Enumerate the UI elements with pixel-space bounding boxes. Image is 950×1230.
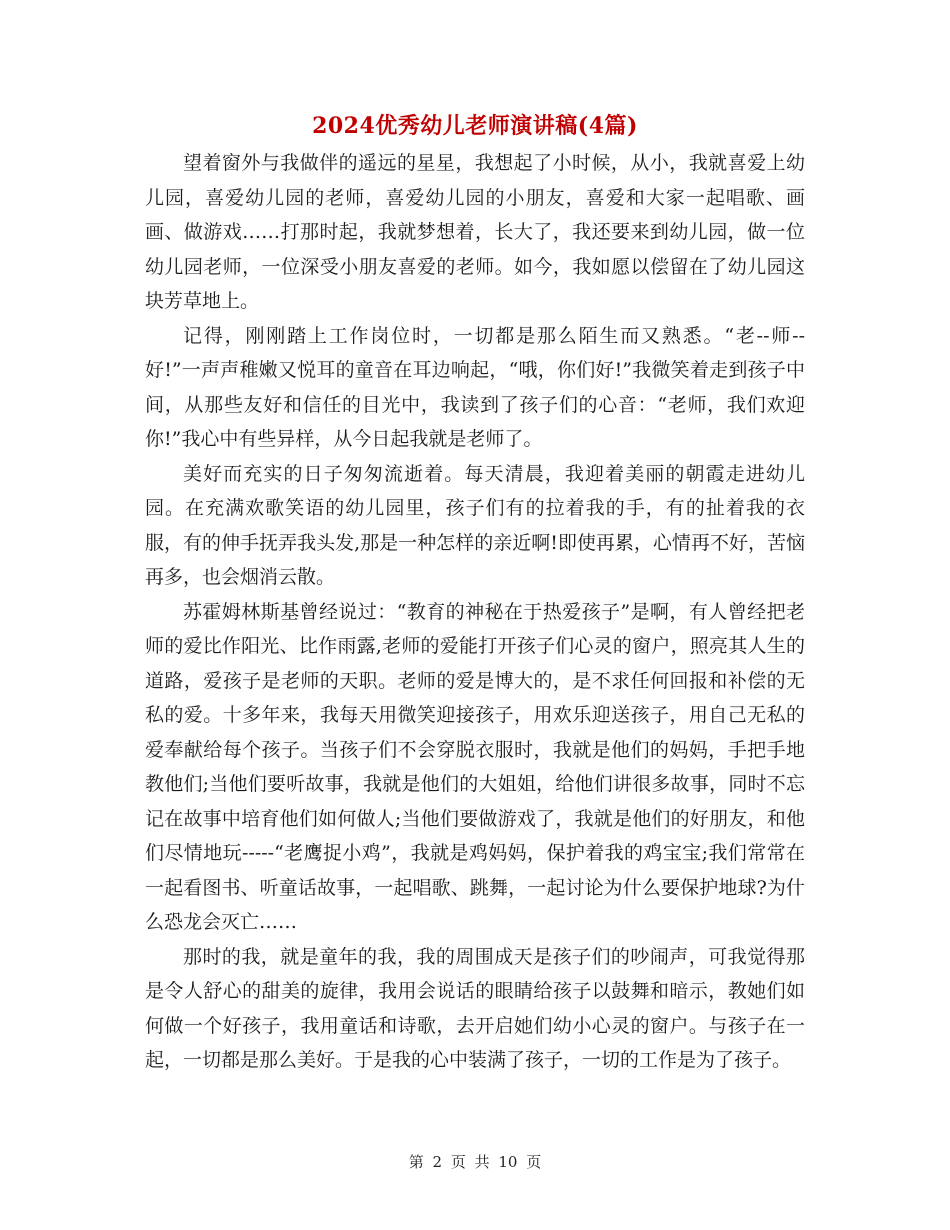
page-number-footer: 第 2 页 共 10 页 xyxy=(408,1153,542,1171)
paragraph: 望着窗外与我做伴的遥远的星星，我想起了小时候，从小，我就喜爱上幼儿园，喜爱幼儿园的老师，喜爱幼儿园的小朋友，喜爱和大家一起唱歌、画画、做游戏……打那时起，我就梦想着，长大了，我还要来到幼儿园，做一位幼儿园老师，一位深受小朋友喜爱的老师。如今，我如愿以偿留在了幼儿园这块芳草地上。 xyxy=(145,152,805,312)
paragraph: 美好而充实的日子匆匆流逝着。每天清晨，我迎着美丽的朝霞走进幼儿园。在充满欢歌笑语的幼儿园里，孩子们有的拉着我的手，有的扯着我的衣服，有的伸手抚弄我头发,那是一种怎样的亲近啊!即使再累，心情再不好，苦恼再多，也会烟消云散。 xyxy=(145,462,805,588)
paragraph: 苏霍姆林斯基曾经说过：“教育的神秘在于热爱孩子”是啊，有人曾经把老师的爱比作阳光、比作雨露,老师的爱能打开孩子们心灵的窗户，照亮其人生的道路，爱孩子是老师的天职。老师的爱是博大的，是不求任何回报和补偿的无私的爱。十多年来，我每天用微笑迎接孩子，用欢乐迎送孩子，用自己无私的爱奉献给每个孩子。当孩子们不会穿脱衣服时，我就是他们的妈妈，手把手地教他们;当他们要听故事，我就是他们的大姐姐，给他们讲很多故事，同时不忘记在故事中培育他们如何做人;当他们要做游戏了，我就是他们的好朋友，和他们尽情地玩-----“老鹰捉小鸡”，我就是鸡妈妈，保护着我的鸡宝宝;我们常常在一起看图书、听童话故事，一起唱歌、跳舞，一起讨论为什么要保护地球?为什么恐龙会灭亡…… xyxy=(145,600,805,933)
paragraph: 记得，刚刚踏上工作岗位时，一切都是那么陌生而又熟悉。“老--师--好!”一声声稚嫩又悦耳的童音在耳边响起，“哦，你们好!”我微笑着走到孩子中间，从那些友好和信任的目光中，我读到了孩子们的心音：“老师，我们欢迎你!”我心中有些异样，从今日起我就是老师了。 xyxy=(145,324,805,450)
document-title: 2024优秀幼儿老师演讲稿(4篇) xyxy=(312,113,638,139)
paragraph: 那时的我，就是童年的我，我的周围成天是孩子们的吵闹声，可我觉得那是令人舒心的甜美的旋律，我用会说话的眼睛给孩子以鼓舞和暗示，教她们如何做一个好孩子，我用童话和诗歌，去开启她们幼小心灵的窗户。与孩子在一起，一切都是那么美好。于是我的心中装满了孩子，一切的工作是为了孩子。 xyxy=(145,945,805,1071)
document-body xyxy=(145,146,805,1078)
